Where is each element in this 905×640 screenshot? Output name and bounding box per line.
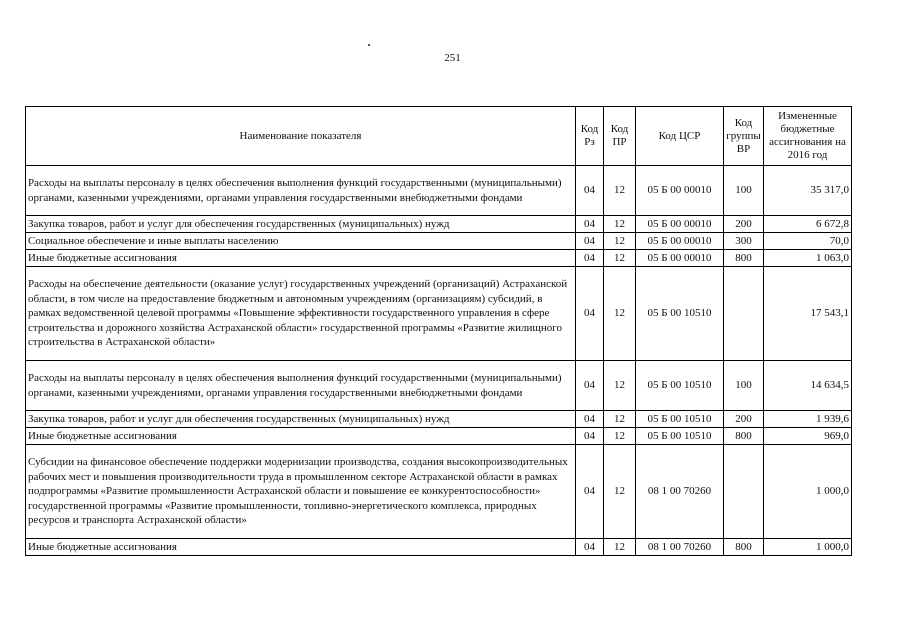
table-row bbox=[26, 411, 852, 428]
row-name: Расходы на обеспечение деятельности (оказание услуг) государственных учреждений (организаций) Астраханской области, в том числе на предоставление бюджетным и автономным учреждениям (организациям) субсидий, в рамках ведомственной целевой программы «Повышение эффективности государственного управления в сфере строительства и дорожного хозяйства Астраханской области» государственной программы «Развитие жилищного строительства в Астраханской области» bbox=[26, 267, 576, 361]
table-row bbox=[26, 216, 852, 233]
row-vr: 100 bbox=[724, 166, 764, 216]
row-vr: 800 bbox=[724, 428, 764, 445]
row-pr: 12 bbox=[604, 445, 636, 539]
row-rz: 04 bbox=[576, 233, 604, 250]
row-rz: 04 bbox=[576, 361, 604, 411]
header-amount: Измененные бюджетные ассигнования на 2016 год bbox=[764, 107, 852, 166]
header-rz: Код Рз bbox=[576, 107, 604, 166]
row-pr: 12 bbox=[604, 411, 636, 428]
row-pr: 12 bbox=[604, 250, 636, 267]
table-row bbox=[26, 428, 852, 445]
table-row bbox=[26, 267, 852, 361]
row-vr bbox=[724, 445, 764, 539]
row-vr: 300 bbox=[724, 233, 764, 250]
row-amount: 35 317,0 bbox=[764, 166, 852, 216]
row-pr: 12 bbox=[604, 539, 636, 556]
row-rz: 04 bbox=[576, 428, 604, 445]
row-pr: 12 bbox=[604, 428, 636, 445]
table-row bbox=[26, 166, 852, 216]
row-pr: 12 bbox=[604, 233, 636, 250]
row-name: Иные бюджетные ассигнования bbox=[26, 250, 576, 267]
row-name: Социальное обеспечение и иные выплаты населению bbox=[26, 233, 576, 250]
row-amount: 17 543,1 bbox=[764, 267, 852, 361]
row-csr: 05 Б 00 10510 bbox=[636, 428, 724, 445]
row-rz: 04 bbox=[576, 250, 604, 267]
row-csr: 05 Б 00 00010 bbox=[636, 216, 724, 233]
row-name: Закупка товаров, работ и услуг для обеспечения государственных (муниципальных) нужд bbox=[26, 411, 576, 428]
header-csr: Код ЦСР bbox=[636, 107, 724, 166]
row-pr: 12 bbox=[604, 361, 636, 411]
row-name: Расходы на выплаты персоналу в целях обеспечения выполнения функций государственными (муниципальными) органами, казенными учреждениями, органами управления государственными внебюджетными фондами bbox=[26, 166, 576, 216]
table-row bbox=[26, 233, 852, 250]
row-amount: 70,0 bbox=[764, 233, 852, 250]
table-header-row bbox=[26, 107, 852, 166]
row-rz: 04 bbox=[576, 216, 604, 233]
row-pr: 12 bbox=[604, 166, 636, 216]
row-name: Иные бюджетные ассигнования bbox=[26, 539, 576, 556]
table-row bbox=[26, 539, 852, 556]
row-csr: 08 1 00 70260 bbox=[636, 539, 724, 556]
row-vr: 200 bbox=[724, 411, 764, 428]
row-amount: 1 063,0 bbox=[764, 250, 852, 267]
table-row bbox=[26, 250, 852, 267]
row-name: Расходы на выплаты персоналу в целях обеспечения выполнения функций государственными (муниципальными) органами, казенными учреждениями, органами управления государственными внебюджетными фондами bbox=[26, 361, 576, 411]
row-rz: 04 bbox=[576, 539, 604, 556]
row-amount: 1 939,6 bbox=[764, 411, 852, 428]
row-amount: 969,0 bbox=[764, 428, 852, 445]
row-amount: 6 672,8 bbox=[764, 216, 852, 233]
row-csr: 08 1 00 70260 bbox=[636, 445, 724, 539]
row-csr: 05 Б 00 10510 bbox=[636, 267, 724, 361]
header-pr: Код ПР bbox=[604, 107, 636, 166]
row-pr: 12 bbox=[604, 216, 636, 233]
row-pr: 12 bbox=[604, 267, 636, 361]
row-csr: 05 Б 00 10510 bbox=[636, 411, 724, 428]
row-csr: 05 Б 00 00010 bbox=[636, 250, 724, 267]
stray-dot bbox=[368, 44, 370, 46]
row-vr: 800 bbox=[724, 250, 764, 267]
row-name: Иные бюджетные ассигнования bbox=[26, 428, 576, 445]
header-vr: Код группы ВР bbox=[724, 107, 764, 166]
table-row bbox=[26, 361, 852, 411]
row-rz: 04 bbox=[576, 166, 604, 216]
row-csr: 05 Б 00 10510 bbox=[636, 361, 724, 411]
budget-table bbox=[25, 106, 852, 556]
row-name: Субсидии на финансовое обеспечение поддержки модернизации производства, создания высокопроизводительных рабочих мест и повышения производительности труда в промышленном секторе Астраханской области в рамках подпрограммы «Развитие промышленности Астраханской области и повышение ее конкурентоспособности» государственной программы «Развитие промышленности, топливно-энергетического комплекса, природных ресурсов и транспорта Астраханской области» bbox=[26, 445, 576, 539]
page-number: 251 bbox=[444, 52, 461, 64]
row-vr: 200 bbox=[724, 216, 764, 233]
row-vr: 800 bbox=[724, 539, 764, 556]
row-csr: 05 Б 00 00010 bbox=[636, 233, 724, 250]
row-rz: 04 bbox=[576, 267, 604, 361]
row-amount: 14 634,5 bbox=[764, 361, 852, 411]
row-amount: 1 000,0 bbox=[764, 445, 852, 539]
row-csr: 05 Б 00 00010 bbox=[636, 166, 724, 216]
row-vr: 100 bbox=[724, 361, 764, 411]
row-rz: 04 bbox=[576, 411, 604, 428]
row-name: Закупка товаров, работ и услуг для обеспечения государственных (муниципальных) нужд bbox=[26, 216, 576, 233]
row-vr bbox=[724, 267, 764, 361]
row-amount: 1 000,0 bbox=[764, 539, 852, 556]
table-row bbox=[26, 445, 852, 539]
row-rz: 04 bbox=[576, 445, 604, 539]
header-name: Наименование показателя bbox=[26, 107, 576, 166]
